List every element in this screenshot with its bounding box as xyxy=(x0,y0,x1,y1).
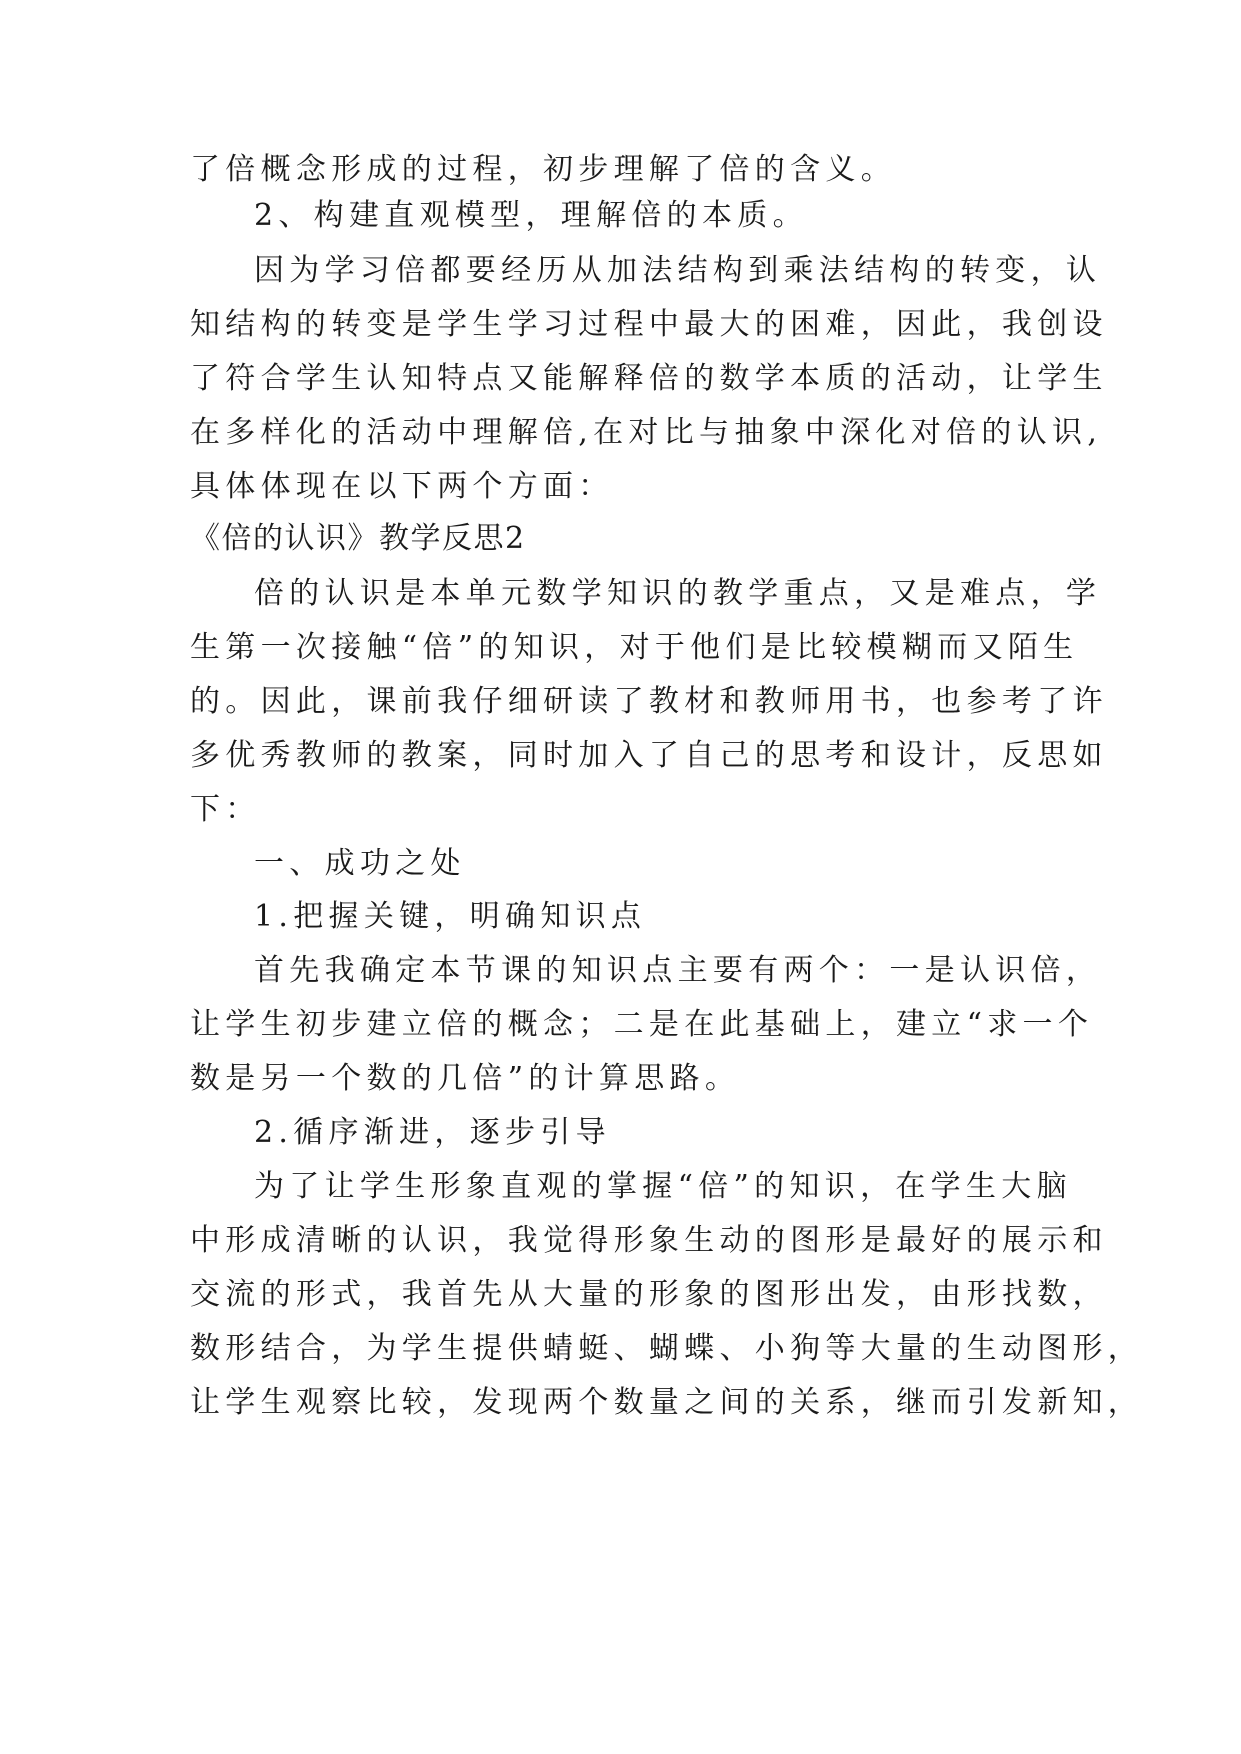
section-heading: 2.循序渐进，逐步引导 xyxy=(254,1115,611,1150)
paragraph-line: 的。因此，课前我仔细研读了教材和教师用书，也参考了许 xyxy=(190,684,1108,719)
section-heading: 1.把握关键，明确知识点 xyxy=(254,899,647,934)
paragraph-line: 数形结合，为学生提供蜻蜓、蝴蝶、小狗等大量的生动图形， xyxy=(190,1331,1144,1366)
paragraph-line: 下： xyxy=(190,792,261,827)
article-title: 《倍的认识》教学反思2 xyxy=(190,521,526,556)
paragraph-line: 具体体现在以下两个方面： xyxy=(190,469,614,504)
paragraph-line: 生第一次接触“倍”的知识，对于他们是比较模糊而又陌生 xyxy=(190,630,1079,665)
paragraph-line: 数是另一个数的几倍”的计算思路。 xyxy=(190,1061,741,1096)
paragraph-line: 中形成清晰的认识，我觉得形象生动的图形是最好的展示和 xyxy=(190,1223,1108,1258)
paragraph-line: 让学生初步建立倍的概念；二是在此基础上，建立“求一个 xyxy=(190,1007,1094,1042)
paragraph-line: 为了让学生形象直观的掌握“倍”的知识，在学生大脑 xyxy=(254,1169,1072,1204)
paragraph-line: 让学生观察比较，发现两个数量之间的关系，继而引发新知， xyxy=(190,1385,1144,1420)
section-heading: 2、构建直观模型，理解倍的本质。 xyxy=(254,198,808,233)
paragraph-line: 多优秀教师的教案，同时加入了自己的思考和设计，反思如 xyxy=(190,738,1108,773)
paragraph-line: 了符合学生认知特点又能解释倍的数学本质的活动，让学生 xyxy=(190,361,1108,396)
paragraph-line: 首先我确定本节课的知识点主要有两个：一是认识倍， xyxy=(254,953,1102,988)
paragraph-line: 倍的认识是本单元数学知识的教学重点，又是难点，学 xyxy=(254,576,1102,611)
paragraph-line: 了倍概念形成的过程，初步理解了倍的含义。 xyxy=(190,152,896,187)
paragraph-line: 知结构的转变是学生学习过程中最大的困难，因此，我创设 xyxy=(190,307,1108,342)
paragraph-line: 因为学习倍都要经历从加法结构到乘法结构的转变，认 xyxy=(254,253,1102,288)
section-heading: 一、成功之处 xyxy=(254,846,466,881)
paragraph-line: 交流的形式，我首先从大量的形象的图形出发，由形找数， xyxy=(190,1277,1108,1312)
paragraph-line: 在多样化的活动中理解倍,在对比与抽象中深化对倍的认识, xyxy=(190,415,1103,450)
